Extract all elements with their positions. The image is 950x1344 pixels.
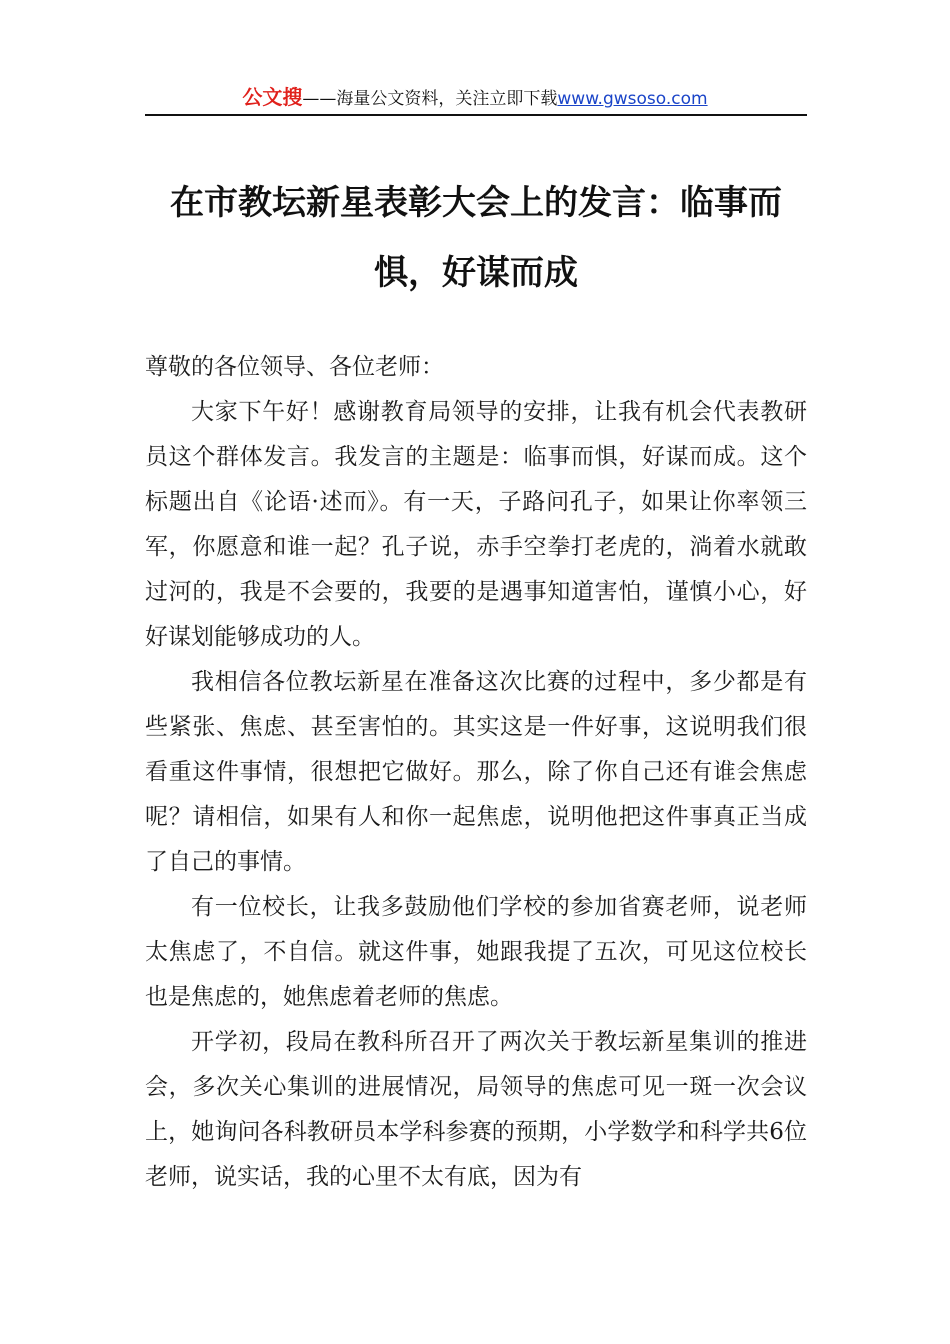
paragraph: 大家下午好！感谢教育局领导的安排，让我有机会代表教研员这个群体发言。我发言的主题是：临事而惧，好谋而成。这个标题出自《论语·述而》。有一天，子路问孔子，如果让你率领三军，你愿意和谁一起？孔子说，赤手空拳打老虎的，淌着水就敢过河的，我是不会要的，我要的是遇事知道害怕，谨慎小心，好好谋划能够成功的人。 [145, 399, 807, 650]
salutation: 尊敬的各位领导、各位老师： [145, 354, 444, 380]
page-header [145, 84, 805, 112]
paragraph: 有一位校长，让我多鼓励他们学校的参加省赛老师，说老师太焦虑了，不自信。就这件事，她跟我提了五次，可见这位校长也是焦虑的，她焦虑着老师的焦虑。 [145, 894, 807, 1010]
header-tagline: ——海量公文资料，关注立即下载 [302, 89, 558, 109]
document-body [145, 345, 807, 1200]
title-line-1: 在市教坛新星表彰大会上的发言：临事而 [170, 183, 782, 223]
site-link[interactable]: www.gwsoso.com [557, 89, 708, 109]
brand-name: 公文搜 [242, 85, 303, 109]
paragraph: 我相信各位教坛新星在准备这次比赛的过程中，多少都是有些紧张、焦虑、甚至害怕的。其实这是一件好事，这说明我们很看重这件事情，很想把它做好。那么，除了你自己还有谁会焦虑呢？请相信，如果有人和你一起焦虑，说明他把这件事真正当成了自己的事情。 [145, 669, 807, 875]
document-title [145, 168, 807, 308]
paragraph: 开学初，段局在教科所召开了两次关于教坛新星集训的推进会，多次关心集训的进展情况，局领导的焦虑可见一斑一次会议上，她询问各科教研员本学科参赛的预期，小学数学和科学共6位老师，说实话，我的心里不太有底，因为有 [145, 1029, 807, 1190]
title-line-2: 惧，好谋而成 [374, 253, 578, 293]
header-divider [145, 114, 807, 116]
